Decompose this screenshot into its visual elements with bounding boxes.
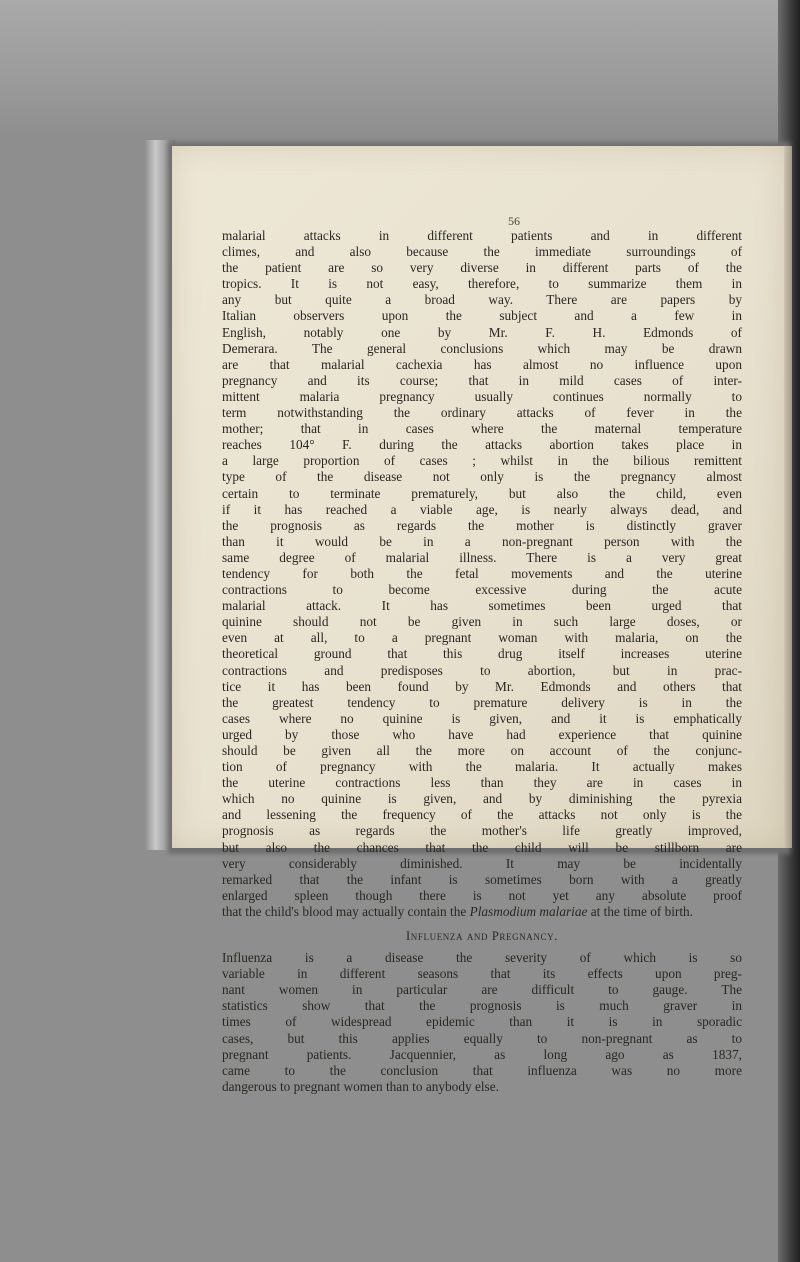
paragraph-line: reaches 104° F. during the attacks abortion takes place in bbox=[222, 437, 742, 453]
paragraph-line: which no quinine is given, and by diminishing the pyrexia bbox=[222, 791, 742, 807]
paragraph-influenza bbox=[222, 950, 742, 1095]
paragraph-line: statistics show that the prognosis is much graver in bbox=[222, 998, 742, 1014]
paragraph-line: Italian observers upon the subject and a few in bbox=[222, 308, 742, 324]
page-stack-edge bbox=[784, 146, 792, 848]
paragraph-line: contractions to become excessive during the acute bbox=[222, 582, 742, 598]
paragraph-line: tice it has been found by Mr. Edmonds and others that bbox=[222, 678, 742, 694]
paragraph-line: climes, and also because the immediate surroundings of bbox=[222, 244, 742, 260]
paragraph-line: tendency for both the fetal movements and the uterine bbox=[222, 565, 742, 581]
paragraph-line: are that malarial cachexia has almost no influence upon bbox=[222, 356, 742, 372]
paragraph-line: tropics. It is not easy, therefore, to summarize them in bbox=[222, 276, 742, 292]
page-number: 56 bbox=[508, 214, 520, 228]
paragraph-line: even at all, to a pregnant woman with malaria, on the bbox=[222, 630, 742, 646]
italic-term: Plasmodium malariae bbox=[469, 903, 588, 919]
paragraph-line: but also the chances that the child will be stillborn are bbox=[222, 839, 742, 855]
paragraph-line: enlarged spleen though there is not yet any absolute proof bbox=[222, 887, 742, 903]
paragraph-line: certain to terminate prematurely, but also the child, even bbox=[222, 485, 742, 501]
paragraph-line: tion of pregnancy with the malaria. It actually makes bbox=[222, 759, 742, 775]
paragraph-line: and lessening the frequency of the attacks not only is the bbox=[222, 807, 742, 823]
paragraph-line: Demerara. The general conclusions which may be drawn bbox=[222, 340, 742, 356]
paragraph-line: same degree of malarial illness. There is a very great bbox=[222, 549, 742, 565]
paragraph-line: quinine should not be given in such large doses, or bbox=[222, 614, 742, 630]
paragraph-line: remarked that the infant is sometimes born with a greatly bbox=[222, 871, 742, 887]
paragraph-line: times of widespread epidemic than it is in sporadic bbox=[222, 1014, 742, 1030]
paragraph-line: if it has reached a viable age, is nearly always dead, and bbox=[222, 501, 742, 517]
paragraph-line: term notwithstanding the ordinary attacks of fever in the bbox=[222, 405, 742, 421]
paragraph-malaria bbox=[222, 228, 742, 904]
line-text: that the child's blood may actually contain the bbox=[222, 903, 470, 919]
paragraph-line: malarial attacks in different patients and in different bbox=[222, 228, 742, 243]
paragraph-line: English, notably one by Mr. F. H. Edmonds of bbox=[222, 324, 742, 340]
paragraph-line: mittent malaria pregnancy usually continues normally to bbox=[222, 388, 742, 404]
paragraph-line: should be given all the more on account of the conjunc- bbox=[222, 743, 742, 758]
paragraph-line: theoretical ground that this drug itself increases uterine bbox=[222, 646, 742, 662]
paragraph-line: type of the disease not only is the pregnancy almost bbox=[222, 469, 742, 485]
paragraph-line: cases, but this applies equally to non-pregnant as to bbox=[222, 1030, 742, 1046]
paragraph-line: prognosis as regards the mother's life greatly improved, bbox=[222, 823, 742, 839]
section-heading: Influenza and Pregnancy. bbox=[406, 929, 558, 944]
paragraph-line: Influenza is a disease the severity of which is so bbox=[222, 950, 742, 966]
paragraph-line: the prognosis as regards the mother is distinctly graver bbox=[222, 517, 742, 533]
paragraph-line: than it would be in a non-pregnant person with the bbox=[222, 533, 742, 549]
paragraph-line: dangerous to pregnant women than to anybody else. bbox=[222, 1078, 499, 1094]
line-text: at the time of birth. bbox=[587, 903, 694, 919]
paragraph-line: pregnancy and its course; that in mild cases of inter- bbox=[222, 372, 742, 388]
paragraph-line: a large proportion of cases ; whilst in the bilious remittent bbox=[222, 453, 742, 469]
book-page bbox=[172, 146, 784, 1094]
paragraph-line: the uterine contractions less than they are in cases in bbox=[222, 775, 742, 791]
paragraph-line: malarial attack. It has sometimes been urged that bbox=[222, 598, 742, 614]
paragraph-line: mother; that in cases where the maternal temperature bbox=[222, 421, 742, 437]
paragraph-line: pregnant patients. Jacquennier, as long ago as 1837, bbox=[222, 1046, 742, 1062]
paragraph-line: the patient are so very diverse in different parts of the bbox=[222, 260, 742, 276]
page-body bbox=[222, 228, 742, 1095]
paragraph-line: variable in different seasons that its effects upon preg- bbox=[222, 966, 742, 982]
paragraph-line: urged by those who have had experience that quinine bbox=[222, 726, 742, 742]
paragraph-line: any but quite a broad way. There are papers by bbox=[222, 292, 742, 308]
paragraph-line: the greatest tendency to premature delivery is in the bbox=[222, 694, 742, 710]
paragraph-line bbox=[222, 904, 742, 920]
paragraph-line: nant women in particular are difficult to gauge. The bbox=[222, 982, 742, 998]
paragraph-line: contractions and predisposes to abortion, but in prac- bbox=[222, 662, 742, 678]
scanner-background bbox=[0, 0, 800, 140]
paragraph-line: came to the conclusion that influenza was no more bbox=[222, 1062, 742, 1078]
paragraph-line: cases where no quinine is given, and it is emphatically bbox=[222, 710, 742, 726]
paragraph-line: very considerably diminished. It may be incidentally bbox=[222, 855, 742, 871]
